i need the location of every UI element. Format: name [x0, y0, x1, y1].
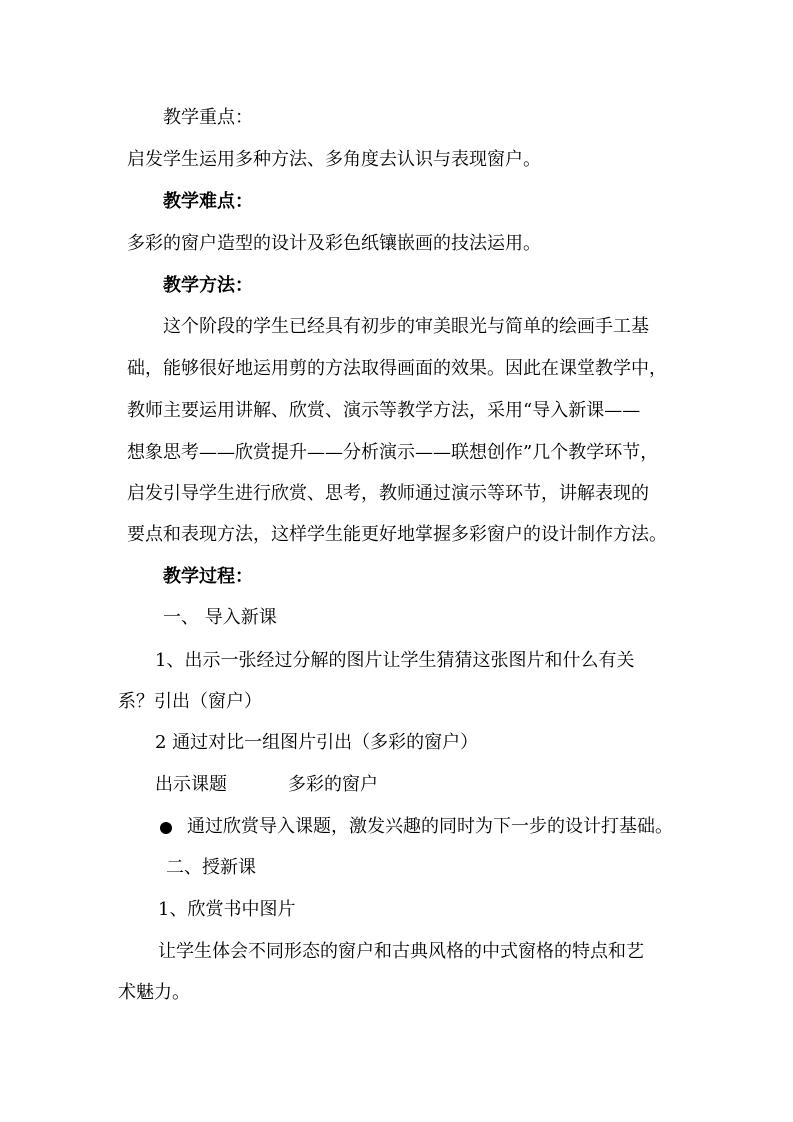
section2-para-line-1: 让学生体会不同形态的窗户和古典风格的中式窗格的特点和艺	[158, 941, 644, 962]
step2-text: 2 通过对比一组图片引出（多彩的窗户）	[155, 732, 479, 753]
methods-line-6: 要点和表现方法，这样学生能更好地掌握多彩窗户的设计制作方法。	[127, 524, 667, 545]
key-points-text: 启发学生运用多种方法、多角度去认识与表现窗户。	[127, 149, 541, 170]
methods-line-5: 启发引导学生进行欣赏、思考，教师通过演示等环节，讲解表现的	[127, 483, 649, 504]
section2-para-line-2: 术魅力。	[118, 982, 190, 1003]
methods-line-3: 教师主要运用讲解、欣赏、演示等教学方法，采用“导入新课——	[127, 400, 641, 421]
section2-title: 二、授新课	[166, 857, 256, 878]
topic-label: 出示课题	[155, 774, 227, 795]
bullet-text: 通过欣赏导入课题，激发兴趣的同时为下一步的设计打基础。	[187, 816, 673, 837]
topic-value: 多彩的窗户	[288, 774, 378, 795]
step1-line-1: 1、出示一张经过分解的图片让学生猜猜这张图片和什么有关	[155, 650, 635, 671]
methods-heading: 教学方法：	[163, 275, 253, 296]
methods-line-1: 这个阶段的学生已经具有初步的审美眼光与简单的绘画手工基	[163, 316, 649, 337]
methods-line-4: 想象思考——欣赏提升——分析演示——联想创作”几个教学环节，	[127, 442, 659, 463]
bullet-icon	[160, 822, 172, 834]
methods-line-2: 础，能够很好地运用剪的方法取得画面的效果。因此在课堂教学中，	[127, 358, 667, 379]
difficulties-heading: 教学难点：	[163, 191, 253, 212]
step1-line-2: 系？引出（窗户）	[118, 691, 262, 712]
section2-step1: 1、欣赏书中图片	[158, 899, 296, 920]
key-points-heading: 教学重点：	[163, 107, 253, 128]
difficulties-text: 多彩的窗户造型的设计及彩色纸镶嵌画的技法运用。	[127, 233, 541, 254]
process-heading: 教学过程：	[163, 566, 253, 587]
section1-title: 一、 导入新课	[163, 607, 277, 628]
